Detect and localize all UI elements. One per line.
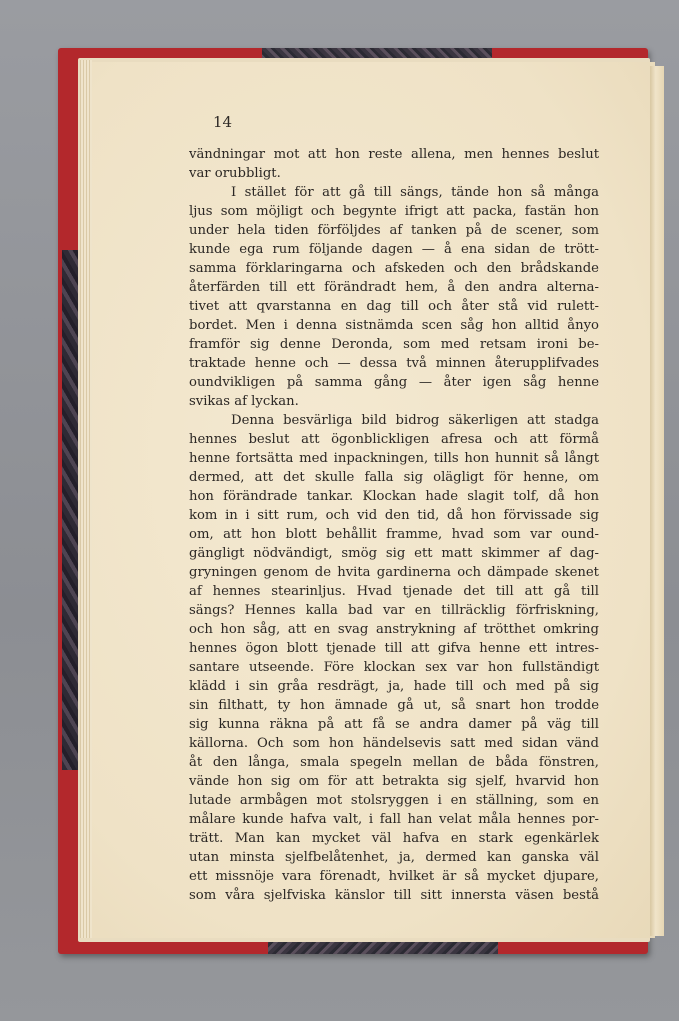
- text-line: som våra sjelfviska känslor till sitt innersta väsen bestå: [189, 888, 599, 903]
- text-line: henne fortsätta med inpackningen, tills hon hunnit så långt: [189, 451, 599, 466]
- text-line: och hon såg, att en svag anstrykning af trötthet omkring: [189, 622, 599, 637]
- text-line: målare kunde hafva valt, i fall han velat måla hennes por-: [189, 812, 599, 827]
- text-line: svikas af lyckan.: [189, 394, 299, 409]
- page-number: 14: [213, 113, 233, 131]
- text-line: sin filthatt, ty hon ämnade gå ut, så snart hon trodde: [189, 698, 599, 713]
- text-line: gryningen genom de hvita gardinerna och dämpade skenet: [189, 565, 599, 580]
- text-line: kom in i sitt rum, och vid den tid, då hon förvissade sig: [189, 508, 599, 523]
- text-line: klädd i sin gråa resdrägt, ja, hade till och med på sig: [189, 679, 599, 694]
- text-line: bordet. Men i denna sistnämda scen såg hon alltid ånyo: [189, 318, 599, 333]
- text-line: åt den långa, smala spegeln mellan de båda fönstren,: [189, 755, 599, 770]
- text-line: gängligt nödvändigt, smög sig ett matt skimmer af dag-: [189, 546, 599, 561]
- marbled-edge-left: [62, 250, 78, 770]
- text-line: under hela tiden förföljdes af tanken på de scener, som: [189, 223, 599, 238]
- page-stack-edges: [80, 60, 92, 938]
- text-line: Denna besvärliga bild bidrog säkerligen att stadga: [231, 413, 599, 428]
- text-line: om, att hon blott behållit framme, hvad som var ound-: [189, 527, 599, 542]
- text-line: vände hon sig om för att betrakta sig sjelf, hvarvid hon: [189, 774, 599, 789]
- text-line: traktade henne och — dessa två minnen återupplifvades: [189, 356, 599, 371]
- text-line: återfärden till ett förändradt hem, å den andra alterna-: [189, 280, 599, 295]
- book-gutter: [650, 66, 664, 936]
- text-line: sig kunna räkna på att få se andra damer på väg till: [189, 717, 599, 732]
- text-line: oundvikligen på samma gång — åter igen såg henne: [189, 375, 599, 390]
- text-line: tivet att qvarstanna en dag till och åter stå vid rulett-: [189, 299, 599, 314]
- text-line: källorna. Och som hon händelsevis satt med sidan vänd: [189, 736, 599, 751]
- text-line: var orubbligt.: [189, 166, 281, 181]
- text-line: hon förändrade tankar. Klockan hade slagit tolf, då hon: [189, 489, 599, 504]
- text-line: samma förklaringarna och afskeden och den brådskande: [189, 261, 599, 276]
- text-line: I stället för att gå till sängs, tände hon så många: [231, 185, 599, 200]
- text-line: dermed, att det skulle falla sig olägligt för henne, om: [189, 470, 599, 485]
- text-line: hennes beslut att ögonblickligen afresa och att förmå: [189, 432, 599, 447]
- text-line: kunde ega rum följande dagen — å ena sidan de trött-: [189, 242, 599, 257]
- text-line: trätt. Man kan mycket väl hafva en stark egenkärlek: [189, 831, 599, 846]
- text-line: hennes ögon blott tjenade till att gifva henne ett intres-: [189, 641, 599, 656]
- body-text: [189, 145, 599, 905]
- text-line: utan minsta sjelfbelåtenhet, ja, dermed kan ganska väl: [189, 850, 599, 865]
- text-line: vändningar mot att hon reste allena, men hennes beslut: [189, 147, 599, 162]
- text-line: af hennes stearinljus. Hvad tjenade det till att gå till: [189, 584, 599, 599]
- text-line: lutade armbågen mot stolsryggen i en ställning, som en: [189, 793, 599, 808]
- text-line: ett missnöje vara förenadt, hvilket är så mycket djupare,: [189, 869, 599, 884]
- text-line: sängs? Hennes kalla bad var en tillräcklig förfriskning,: [189, 603, 599, 618]
- text-line: santare utseende. Före klockan sex var hon fullständigt: [189, 660, 599, 675]
- text-line: framför sig denne Deronda, som med retsam ironi be-: [189, 337, 599, 352]
- text-line: ljus som möjligt och begynte ifrigt att packa, fastän hon: [189, 204, 599, 219]
